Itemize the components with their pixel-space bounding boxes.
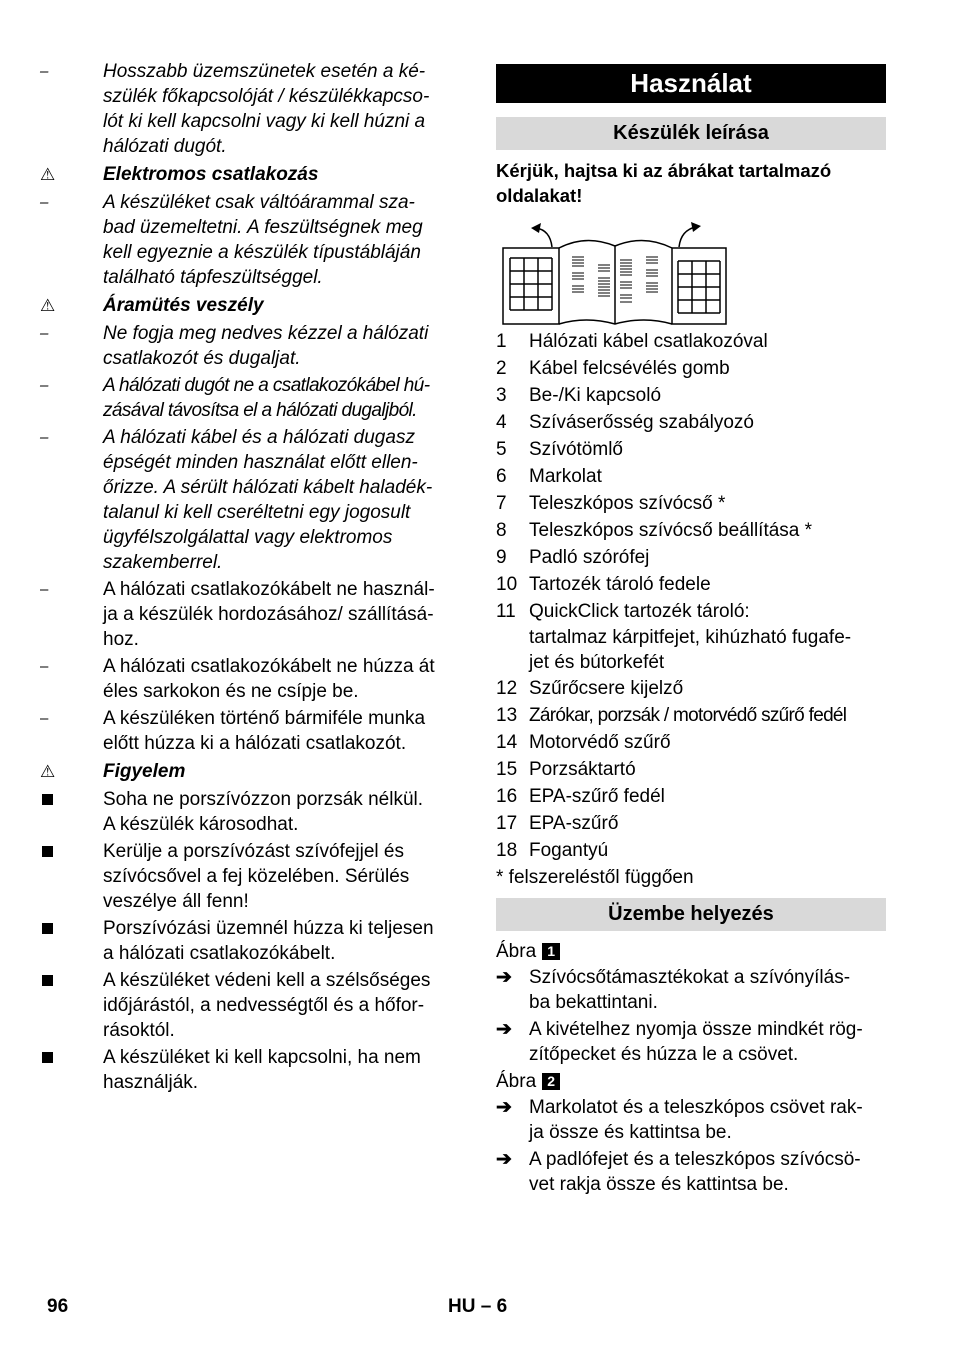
part-label: Teleszkópos szívócső * <box>529 493 726 514</box>
instruction-step <box>496 1095 886 1145</box>
text-line: A hálózati kábel és a hálózati dugasz <box>103 427 415 448</box>
part-number: 18 <box>496 840 518 861</box>
bullet-square-icon <box>42 794 53 805</box>
part-item <box>496 490 886 517</box>
dash-bullet-icon: – <box>40 63 49 80</box>
text-line: A kivételhez nyomja össze mindkét rög- <box>529 1019 863 1040</box>
list-item <box>40 577 460 652</box>
text-line: előtt húzza ki a hálózati csatlakozót. <box>103 733 407 754</box>
figure-reference <box>496 939 886 964</box>
arrow-right-icon: ➔ <box>496 1149 512 1170</box>
part-label: EPA-szűrő <box>529 813 619 834</box>
list-item <box>40 916 460 966</box>
part-item <box>496 598 886 625</box>
part-number: 14 <box>496 732 518 753</box>
text-line: Porszívózási üzemnél húzza ki teljesen <box>103 918 434 939</box>
text-line: Szívócsőtámasztékokat a szívónyílás- <box>529 967 851 988</box>
instruction-step <box>496 1017 886 1067</box>
part-label: EPA-szűrő fedél <box>529 786 665 807</box>
part-number: 5 <box>496 439 507 460</box>
arrow-right-icon: ➔ <box>496 967 512 988</box>
part-item <box>496 463 886 490</box>
text-line: A készüléken történő bármiféle munka <box>103 708 426 729</box>
part-label: Padló szórófej <box>529 547 650 568</box>
warning-triangle-icon: ⚠ <box>40 296 56 315</box>
text-line: őrizze. A sérült hálózati kábelt haladék- <box>103 477 433 498</box>
text-line: Ne fogja meg nedves kézzel a hálózati <box>103 323 429 344</box>
part-number: 13 <box>496 705 518 726</box>
part-number: 4 <box>496 412 507 433</box>
text-line: Soha ne porszívózzon porzsák nélkül. <box>103 789 424 810</box>
footnote: * felszereléstől függően <box>496 867 694 888</box>
section-title: Használat <box>496 64 886 103</box>
part-number: 12 <box>496 678 518 699</box>
dash-bullet-icon: – <box>40 377 49 394</box>
list-item <box>40 1045 460 1095</box>
part-label-continuation: tartalmaz kárpitfejet, kihúzható fugafe- <box>529 627 852 648</box>
instruction-line: Kérjük, hajtsa ki az ábrákat tartalmazó <box>496 160 832 181</box>
bullet-square-icon <box>42 1052 53 1063</box>
text-line: lót ki kell kapcsolni vagy ki kell húzni a <box>103 111 426 132</box>
dash-bullet-icon: – <box>40 710 49 727</box>
dash-bullet-icon: – <box>40 325 49 342</box>
part-item <box>496 837 886 864</box>
warning-heading <box>40 162 460 187</box>
part-item <box>496 409 886 436</box>
list-item <box>40 968 460 1043</box>
text-line: A készüléket védeni kell a szélsőséges <box>103 970 431 991</box>
text-line: talanul ki kell cseréltetni egy jogosult <box>103 502 411 523</box>
subsection-title-description: Készülék leírása <box>496 117 886 150</box>
part-item <box>496 729 886 756</box>
text-line: használják. <box>103 1072 199 1093</box>
text-line: csatlakozót és dugaljat. <box>103 348 301 369</box>
text-line: Hosszabb üzemszünetek esetén a ké- <box>103 61 426 82</box>
figure-reference <box>496 1069 886 1094</box>
part-label: QuickClick tartozék tároló: <box>529 601 750 622</box>
part-item <box>496 675 886 702</box>
part-number: 8 <box>496 520 507 541</box>
text-line: A készüléket ki kell kapcsolni, ha nem <box>103 1047 421 1068</box>
part-number: 16 <box>496 786 518 807</box>
text-line: veszélye áll fenn! <box>103 891 249 912</box>
part-number: 11 <box>496 601 516 622</box>
part-label: Tartozék tároló fedele <box>529 574 711 595</box>
text-line: kell egyeznie a készülék típustábláján <box>103 242 421 263</box>
part-label: Szűrőcsere kijelző <box>529 678 684 699</box>
text-line: Markolatot és a teleszkópos csövet rak- <box>529 1097 863 1118</box>
text-line: Figyelem <box>103 761 186 782</box>
bullet-square-icon <box>42 923 53 934</box>
warning-heading <box>40 293 460 318</box>
instruction-step <box>496 1147 886 1197</box>
text-line: szülék főkapcsolóját / készülékkapcso- <box>103 86 430 107</box>
text-line: ja össze és kattintsa be. <box>529 1122 732 1143</box>
dash-bullet-icon: – <box>40 581 49 598</box>
text-line: rásoktól. <box>103 1020 175 1041</box>
part-label: Fogantyú <box>529 840 609 861</box>
list-item <box>40 839 460 914</box>
text-line: ügyfélszolgálattal vagy elektromos <box>103 527 393 548</box>
text-line: hoz. <box>103 629 139 650</box>
text-line: A készülék károsodhat. <box>103 814 299 835</box>
part-item <box>496 810 886 837</box>
part-label: Szívótömlő <box>529 439 623 460</box>
part-number: 10 <box>496 574 518 595</box>
arrow-right-icon: ➔ <box>496 1019 512 1040</box>
part-item <box>496 517 886 544</box>
text-line: időjárástól, a nedvességtől és a hőfor- <box>103 995 425 1016</box>
part-label: Teleszkópos szívócső beállítása * <box>529 520 813 541</box>
text-line: vet rakja össze és kattintsa be. <box>529 1174 789 1195</box>
list-item <box>40 654 460 704</box>
text-line: épségét minden használat előtt ellen- <box>103 452 418 473</box>
text-line: bad üzemeltetni. A feszültségnek meg <box>103 217 423 238</box>
part-item <box>496 571 886 598</box>
part-item <box>496 756 886 783</box>
part-number: 2 <box>496 358 507 379</box>
text-line: Áramütés veszély <box>103 295 264 316</box>
part-number: 17 <box>496 813 518 834</box>
part-number: 9 <box>496 547 507 568</box>
warning-triangle-icon: ⚠ <box>40 165 56 184</box>
section-page-label: HU – 6 <box>448 1296 508 1317</box>
part-number: 15 <box>496 759 518 780</box>
warning-triangle-icon: ⚠ <box>40 762 56 781</box>
text-line: szívócsővel a fej közelében. Sérülés <box>103 866 410 887</box>
text-line: szakemberrel. <box>103 552 223 573</box>
part-label: Hálózati kábel csatlakozóval <box>529 331 768 352</box>
text-line: A hálózati csatlakozókábelt ne húzza át <box>103 656 435 677</box>
figure-label: Ábra <box>496 1071 537 1092</box>
parts-list <box>496 328 886 864</box>
list-item <box>40 321 460 371</box>
part-number: 1 <box>496 331 507 352</box>
figure-label: Ábra <box>496 941 537 962</box>
arrow-right-icon: ➔ <box>496 1097 512 1118</box>
text-line: ja a készülék hordozásához/ szállításá- <box>103 604 434 625</box>
text-line: A készüléket csak váltóárammal sza- <box>103 192 415 213</box>
warning-heading <box>40 759 460 784</box>
text-line: A padlófejet és a teleszkópos szívócsö- <box>529 1149 861 1170</box>
part-label: Markolat <box>529 466 602 487</box>
figure-number-badge: 1 <box>542 943 560 960</box>
setup-steps <box>496 939 886 1197</box>
page-number: 96 <box>47 1296 69 1317</box>
instruction-line: oldalakat! <box>496 185 583 206</box>
part-label: Motorvédő szűrő <box>529 732 671 753</box>
dash-bullet-icon: – <box>40 658 49 675</box>
text-line: éles sarkokon és ne csípje be. <box>103 681 359 702</box>
text-line: található tápfeszültséggel. <box>103 267 323 288</box>
right-column <box>496 64 886 1199</box>
part-number: 7 <box>496 493 507 514</box>
part-label: Szíváserősség szabályozó <box>529 412 754 433</box>
instruction-step <box>496 965 886 1015</box>
part-number: 3 <box>496 385 507 406</box>
part-label: Porzsáktartó <box>529 759 636 780</box>
text-line: zítőpecket és húzza le a csövet. <box>529 1044 799 1065</box>
part-item <box>496 544 886 571</box>
part-item <box>496 702 886 729</box>
list-item <box>40 787 460 837</box>
text-line: A hálózati dugót ne a csatlakozókábel hú- <box>103 375 430 396</box>
list-item <box>40 425 460 575</box>
bullet-square-icon <box>42 846 53 857</box>
part-label: Zárókar, porzsák / motorvédő szűrő fedél <box>529 705 847 726</box>
list-item <box>40 190 460 290</box>
instruction-text <box>496 158 886 208</box>
text-line: zásával távosítsa el a hálózati dugaljból. <box>103 400 417 421</box>
list-item <box>40 706 460 756</box>
part-label: Be-/Ki kapcsoló <box>529 385 662 406</box>
text-line: Elektromos csatlakozás <box>103 164 319 185</box>
list-item <box>40 59 460 159</box>
part-label: Kábel felcsévélés gomb <box>529 358 730 379</box>
part-item <box>496 436 886 463</box>
part-item <box>496 382 886 409</box>
dash-bullet-icon: – <box>40 194 49 211</box>
part-item <box>496 328 886 355</box>
part-item <box>496 783 886 810</box>
fold-out-pages-illustration <box>496 220 886 326</box>
text-line: ba bekattintani. <box>529 992 658 1013</box>
part-number: 6 <box>496 466 507 487</box>
bullet-square-icon <box>42 975 53 986</box>
list-item <box>40 373 460 423</box>
part-item <box>496 355 886 382</box>
text-line: hálózati dugót. <box>103 136 227 157</box>
figure-number-badge: 2 <box>542 1073 560 1090</box>
subsection-title-setup: Üzembe helyezés <box>496 898 886 931</box>
dash-bullet-icon: – <box>40 429 49 446</box>
left-column <box>40 59 460 1097</box>
text-line: Kerülje a porszívózást szívófejjel és <box>103 841 404 862</box>
text-line: a hálózati csatlakozókábelt. <box>103 943 336 964</box>
part-label-continuation: jet és bútorkefét <box>529 652 665 673</box>
text-line: A hálózati csatlakozókábelt ne használ- <box>103 579 435 600</box>
